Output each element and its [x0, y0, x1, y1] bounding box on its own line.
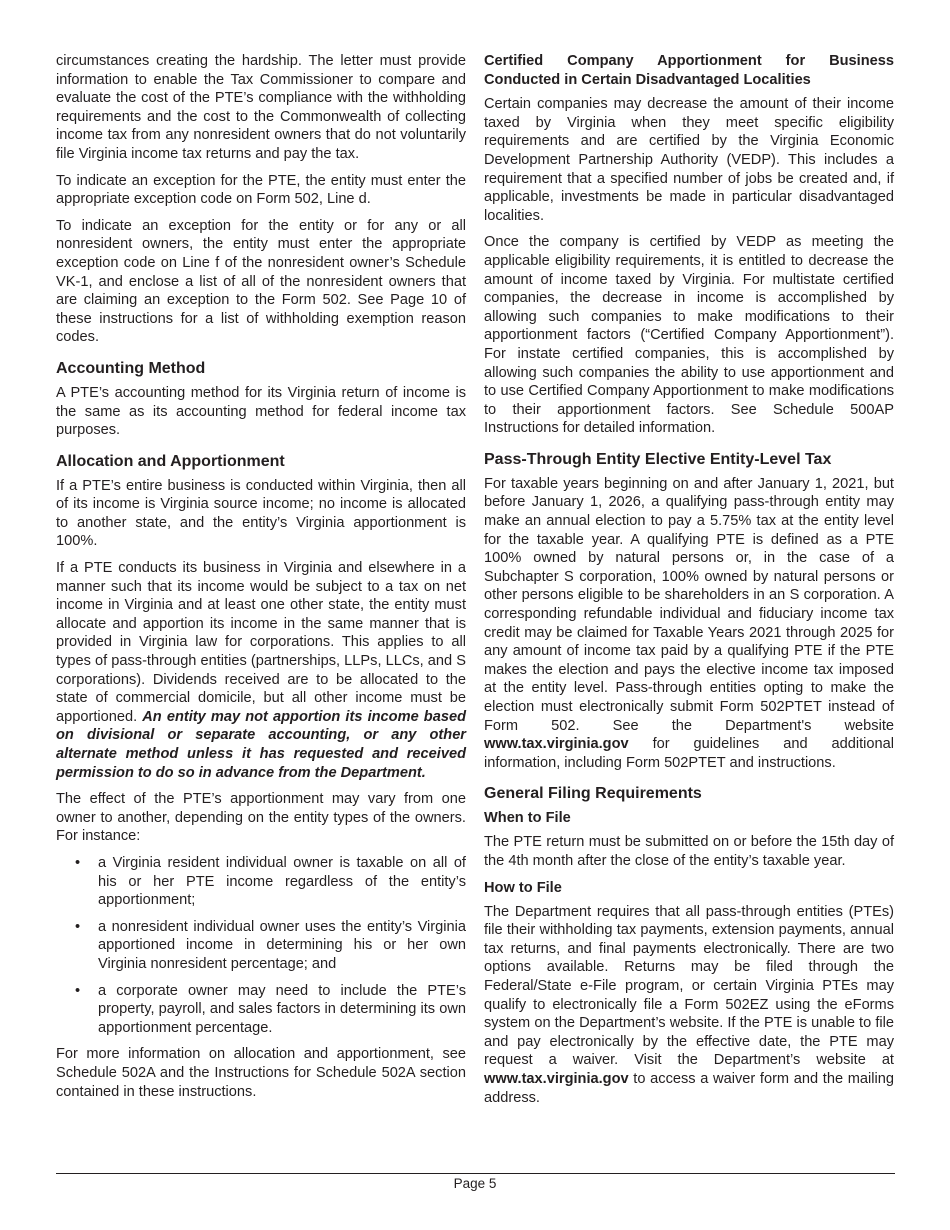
paragraph-text: for guidelines and additional information, including Form 502PTET and instructions. [484, 736, 894, 771]
paragraph-text: The Department requires that all pass-through entities (PTEs) file their withholding tax payments, extension payments, annual tax returns, and final payments electronically. There are two options available. Returns may be filed through the Federal/State e-File program, or certain Virginia PTEs may qualify to electronically file a Form 502EZ using the eForms system on the Department’s website. If the PTE is unable to file and pay electronically by the effective date, the PTE may request a waiver. Visit the Department’s website at [484, 903, 894, 1069]
heading-certified-company: Certified Company Apportionment for Business Conducted in Certain Disadvantaged Localities [484, 53, 894, 88]
paragraph-text: If a PTE conducts its business in Virginia and elsewhere in a manner such that its income would be subject to a tax on net income in Virginia and at least one other state, the entity must allocate and apportion its income in the same manner that is provided in Virginia law for corporations. This applies to all types of pass-through entities (partnerships, LLPs, LLCs, and S corporations). Dividends received are to be allocated to the state of commercial domicile, but all other income must be apportioned. [56, 560, 466, 725]
paragraph: Once the company is certified by VEDP as meeting the applicable eligibility requirements, it is entitled to decrease the amount of income taxed by Virginia. For multistate certified companies, the decrease in income is accomplished by allowing such companies to make modifications to their apportionment factors (“Certified Company Apportionment”). For instate certified companies, this is accomplished by allowing such companies the ability to use apportionment and to use Certified Company Apportionment to make modifications to their apportionment factors. See Schedule 500AP Instructions for detailed information. [484, 234, 894, 437]
page-number: Page 5 [453, 1176, 497, 1191]
paragraph: circumstances creating the hardship. The letter must provide information to enable the Tax Commissioner to compare and evaluate the cost of the PTE’s compliance with the withholding requirements and the cost to the Commonwealth of collecting income tax from any nonresident owners that do not voluntarily file Virginia income tax returns and pay the tax. [56, 53, 466, 162]
paragraph: The PTE return must be submitted on or before the 15th day of the 4th month after the close of the entity’s taxable year. [484, 834, 894, 869]
footer-divider [56, 1173, 895, 1174]
paragraph: Certain companies may decrease the amount of their income taxed by Virginia when they meet specific eligibility requirements and are certified by the Virginia Economic Development Partnership Authority (VEDP). This includes a requirement that a specified number of jobs be created and, if applicable, investments be made in particular disadvantaged localities. [484, 96, 894, 224]
paragraph: A PTE’s accounting method for its Virginia return of income is the same as its accounting method for federal income tax purposes. [56, 384, 466, 439]
paragraph: If a PTE’s entire business is conducted within Virginia, then all of its income is Virginia source income; no income is allocated to another state, and the entity’s Virginia apportionment is 100%. [56, 477, 466, 550]
heading-accounting-method: Accounting Method [56, 359, 206, 377]
paragraph: The effect of the PTE’s apportionment may vary from one owner to another, depending on the entity types of the owners. For instance: [56, 791, 466, 845]
bullet-list [56, 854, 466, 1037]
right-column [484, 52, 894, 1115]
list-item: • a corporate owner may need to include the PTE’s property, payroll, and sales factors in determining its own apportionment percentage. [56, 982, 466, 1038]
paragraph [484, 903, 894, 1108]
paragraph-text: For taxable years beginning on and after January 1, 2021, but before January 1, 2026, a qualifying pass-through entity may make an annual election to pay a 5.75% tax at the entity level for the taxable year. A qualifying PTE is defined as a PTE 100% owned by natural persons or, in the case of a Subchapter S corporation, 100% owned by natural persons or other persons eligible to be shareholders in an S corporation. A corresponding refundable individual and fiduciary income tax credit may be claimed for Taxable Years 2021 through 2025 for any amount of income tax paid by a qualifying PTE if the PTE makes the election and pays the elective income tax imposed at the entity level. Pass-through entities opting to make the election must electronically submit Form 502PTET instead of Form 502. See the Department's website [484, 475, 894, 734]
website-link[interactable]: www.tax.virginia.gov [484, 736, 629, 753]
paragraph [484, 475, 894, 773]
paragraph: To indicate an exception for the PTE, the entity must enter the appropriate exception code on Form 502, Line d. [56, 172, 466, 208]
emphasis-text: An entity may not apportion its income based on divisional or separate accounting, or any other alternate method unless it has requested and received permission to do so in advance from the Department. [56, 708, 466, 781]
heading-general-filing: General Filing Requirements [484, 785, 702, 803]
heading-allocation-apportionment: Allocation and Apportionment [56, 452, 285, 470]
heading-ptet: Pass-Through Entity Elective Entity-Level Tax [484, 450, 832, 468]
paragraph-text: to access a waiver form and the mailing address. [484, 1070, 894, 1106]
list-item: • a nonresident individual owner uses the entity’s Virginia apportioned income in determining his or her own Virginia nonresident percentage; and [56, 918, 466, 974]
paragraph [56, 559, 466, 782]
left-column [56, 52, 466, 1109]
paragraph: To indicate an exception for the entity or for any or all nonresident owners, the entity must enter the appropriate exception code on Line f of the nonresident owner’s Schedule VK-1, and enclose a list of all of the nonresident owners that are claiming an exception to the Form 502. See Page 10 of these instructions for a list of withholding exemption reason codes. [56, 217, 466, 346]
subheading-how-to-file: How to File [484, 879, 562, 896]
subheading-when-to-file: When to File [484, 810, 571, 827]
list-item: • a Virginia resident individual owner is taxable on all of his or her PTE income regardless of the entity’s apportionment; [56, 854, 466, 910]
paragraph: For more information on allocation and apportionment, see Schedule 502A and the Instructions for Schedule 502A section contained in these instructions. [56, 1046, 466, 1100]
website-link[interactable]: www.tax.virginia.gov [484, 1070, 629, 1087]
